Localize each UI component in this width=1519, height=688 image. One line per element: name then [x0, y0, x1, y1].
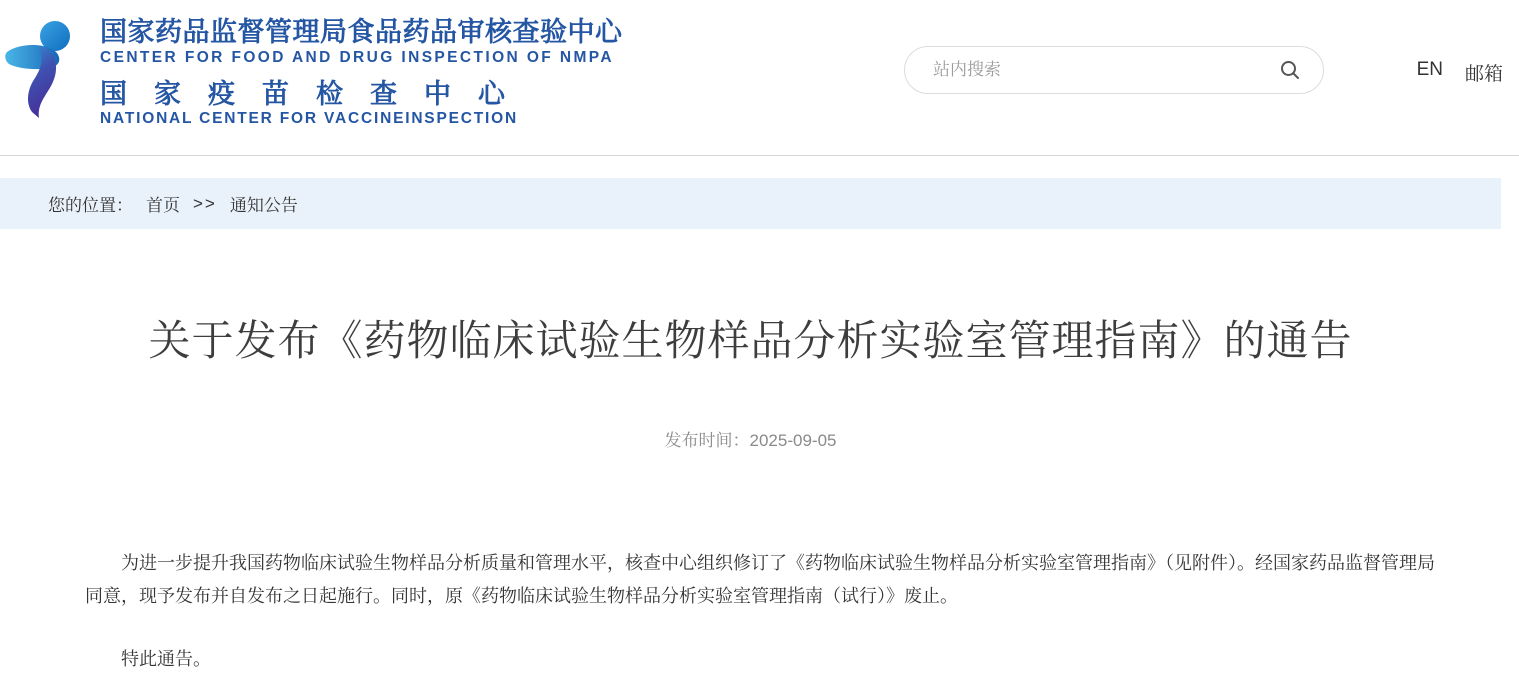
search-icon — [1279, 59, 1301, 81]
org-name-en: CENTER FOR FOOD AND DRUG INSPECTION OF NMPA — [100, 49, 614, 66]
org-name2-zh: 国家疫苗检查中心 — [100, 79, 532, 109]
nmpa-figure-logo-icon — [4, 12, 94, 134]
org-name2-en: NATIONAL CENTER FOR VACCINEINSPECTION — [100, 110, 518, 127]
breadcrumb-label: 您的位置： — [48, 196, 133, 215]
breadcrumb — [0, 178, 1501, 229]
site-header — [0, 0, 1519, 156]
article-main — [0, 315, 1501, 676]
breadcrumb-current-link[interactable]: 通知公告 — [229, 196, 298, 215]
search-button[interactable] — [1277, 57, 1303, 83]
breadcrumb-home-link[interactable]: 首页 — [146, 196, 180, 215]
article-paragraph: 特此通告。 — [121, 649, 211, 669]
org-titles — [100, 12, 623, 127]
org-name-zh: 国家药品监督管理局食品药品审核查验中心 — [100, 17, 623, 47]
breadcrumb-separator: >> — [193, 193, 217, 213]
site-logo[interactable] — [4, 12, 623, 134]
mailbox-link[interactable]: 邮箱 — [1464, 64, 1503, 85]
header-links — [1417, 59, 1503, 86]
article-body — [0, 547, 1501, 676]
search-input[interactable] — [933, 60, 1277, 80]
article-paragraph: 为进一步提升我国药物临床试验生物样品分析质量和管理水平，核查中心组织修订了《药物临床试验生物样品分析实验室管理指南》（见附件）。经国家药品监督管理局同意，现予发布并自发布之日起施行。同时，原《药物临床试验生物样品分析实验室管理指南（试行）》废止。 — [85, 553, 1435, 606]
publish-date: 发布时间：2025-09-05 — [664, 431, 837, 450]
english-link[interactable]: EN — [1416, 59, 1443, 80]
site-search — [904, 46, 1324, 94]
page-title: 关于发布《药物临床试验生物样品分析实验室管理指南》的通告 — [148, 317, 1353, 364]
